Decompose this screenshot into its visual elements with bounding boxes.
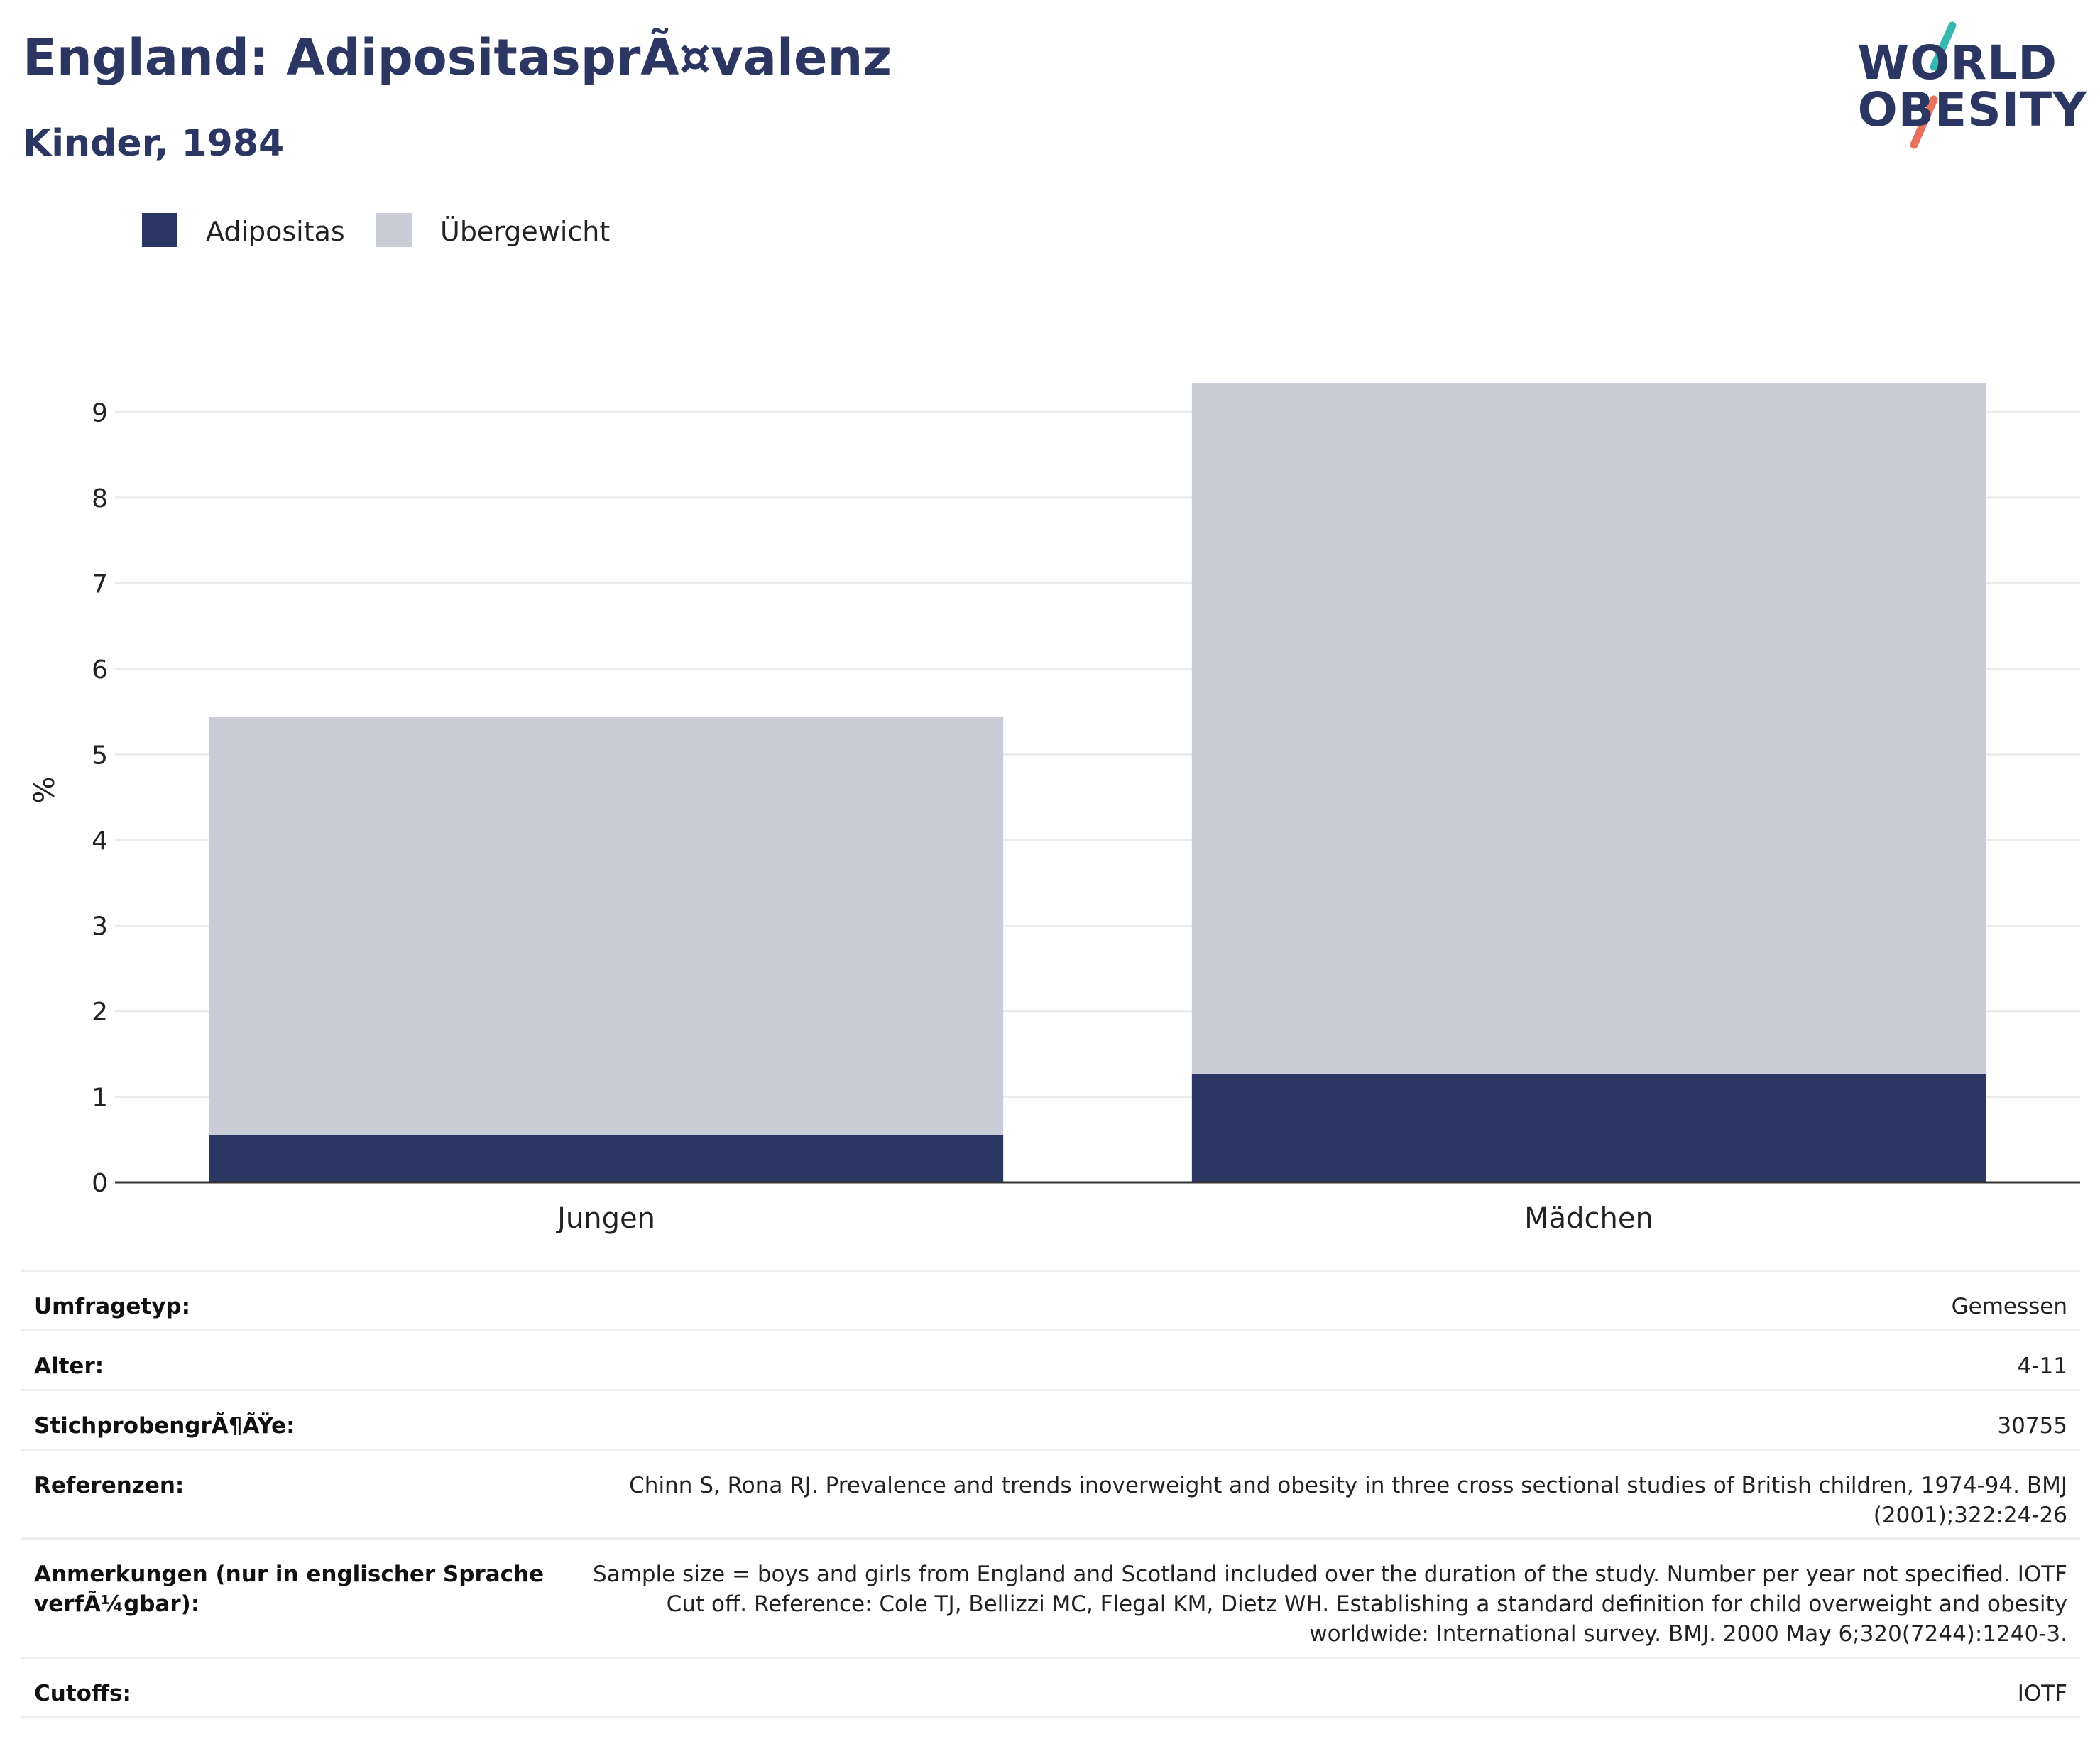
- y-tick-label-4: 4: [92, 826, 108, 856]
- info-row: [21, 1331, 2080, 1391]
- logo-text-world: WORLD: [1857, 36, 2057, 90]
- info-row-value: 4-11: [2017, 1353, 2067, 1379]
- chart-subtitle: Kinder, 1984: [23, 122, 285, 165]
- info-row-label: StichprobengrÃ¶ÃŸe:: [34, 1413, 295, 1439]
- y-tick-label-0: 0: [92, 1169, 108, 1198]
- info-row-label: Umfragetyp:: [34, 1294, 190, 1319]
- info-row-value: IOTF: [2017, 1681, 2067, 1706]
- y-tick-label-2: 2: [92, 997, 108, 1027]
- info-row: [21, 1391, 2080, 1451]
- bar-obesity-0: [209, 1135, 1003, 1182]
- info-row-value: 30755: [1997, 1413, 2067, 1439]
- y-tick-label-9: 9: [92, 398, 108, 428]
- y-tick-label-8: 8: [92, 484, 108, 513]
- y-tick-label-5: 5: [92, 741, 108, 770]
- x-tick-label-1: Mädchen: [1524, 1202, 1653, 1235]
- legend-label-overweight: Übergewicht: [440, 216, 611, 247]
- bar-obesity-1: [1192, 1074, 1986, 1182]
- bar-overweight-0: [209, 717, 1003, 1135]
- y-tick-label-3: 3: [92, 912, 108, 942]
- info-row-value: Chinn S, Rona RJ. Prevalence and trends inoverweight and obesity in three cross sectional studies of British children, 1974-94. BMJ (2001);322:24-26: [629, 1473, 2067, 1528]
- info-row-label: Referenzen:: [34, 1473, 185, 1498]
- info-row: [21, 1540, 2080, 1659]
- info-row-label: Cutoffs:: [34, 1681, 131, 1706]
- x-tick-label-0: Jungen: [557, 1202, 655, 1235]
- survey-info-table: [21, 1270, 2080, 1718]
- logo-text-obesity: OBESITY: [1857, 82, 2087, 137]
- info-row: [21, 1451, 2080, 1540]
- y-tick-label-7: 7: [92, 570, 108, 599]
- info-row: [21, 1659, 2080, 1718]
- info-row-value: Gemessen: [1951, 1294, 2067, 1319]
- chart-title: England: AdipositasprÃ¤valenz: [23, 28, 892, 87]
- bar-overweight-1: [1192, 383, 1986, 1074]
- y-tick-label-6: 6: [92, 655, 108, 685]
- y-tick-label-1: 1: [92, 1083, 108, 1113]
- info-row: [21, 1272, 2080, 1331]
- y-axis-label: %: [28, 776, 61, 804]
- info-row-label: Anmerkungen (nur in englischer Sprache verfÃ¼gbar):: [34, 1562, 545, 1617]
- legend-label-obesity: Adipositas: [206, 216, 345, 247]
- info-row-label: Alter:: [34, 1353, 104, 1379]
- info-row-value: Sample size = boys and girls from England and Scotland included over the duration of the study. Number per year not specified. IOTF Cut off. Reference: Cole TJ, Bellizzi MC, Flegal KM, Dietz WH. Establishing a standard definition for child overweight and obesity worldwide: International survey. BMJ. 2000 May 6;320(7244):1240-3.: [592, 1562, 2067, 1647]
